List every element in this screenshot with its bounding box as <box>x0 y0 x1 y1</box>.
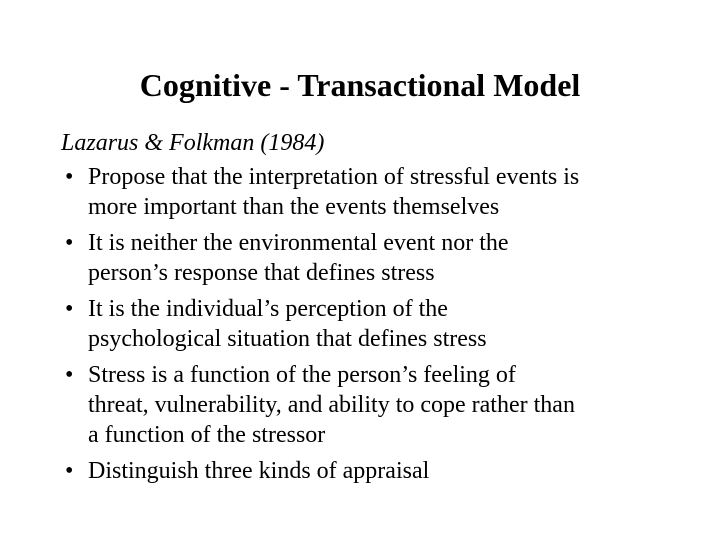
bullet-item <box>61 456 701 486</box>
bullet-icon: • <box>65 362 74 388</box>
bullet-line: Propose that the interpretation of stressful events is <box>88 164 580 190</box>
bullet-line: threat, vulnerability, and ability to cope rather than <box>88 392 575 418</box>
bullet-icon: • <box>65 296 74 322</box>
bullet-line: Stress is a function of the person’s feeling of <box>88 362 516 388</box>
bullet-item <box>61 360 701 450</box>
bullet-line: psychological situation that defines stress <box>88 326 487 352</box>
bullet-line: person’s response that defines stress <box>88 260 435 286</box>
bullet-line: It is neither the environmental event nor the <box>88 230 509 256</box>
bullet-icon: • <box>65 458 74 484</box>
slide-title: Cognitive - Transactional Model <box>139 67 581 103</box>
bullet-item <box>61 162 701 222</box>
bullet-item <box>61 228 701 288</box>
bullet-item <box>61 294 701 354</box>
bullet-line: more important than the events themselves <box>88 194 500 220</box>
bullet-line: a function of the stressor <box>88 422 326 448</box>
bullet-line: Distinguish three kinds of appraisal <box>88 458 430 484</box>
bullet-list <box>61 162 701 486</box>
bullet-icon: • <box>65 164 74 190</box>
slide-body <box>61 128 701 492</box>
bullet-icon: • <box>65 230 74 256</box>
slide-subtitle: Lazarus & Folkman (1984) <box>61 130 325 156</box>
bullet-line: It is the individual’s perception of the <box>88 296 448 322</box>
